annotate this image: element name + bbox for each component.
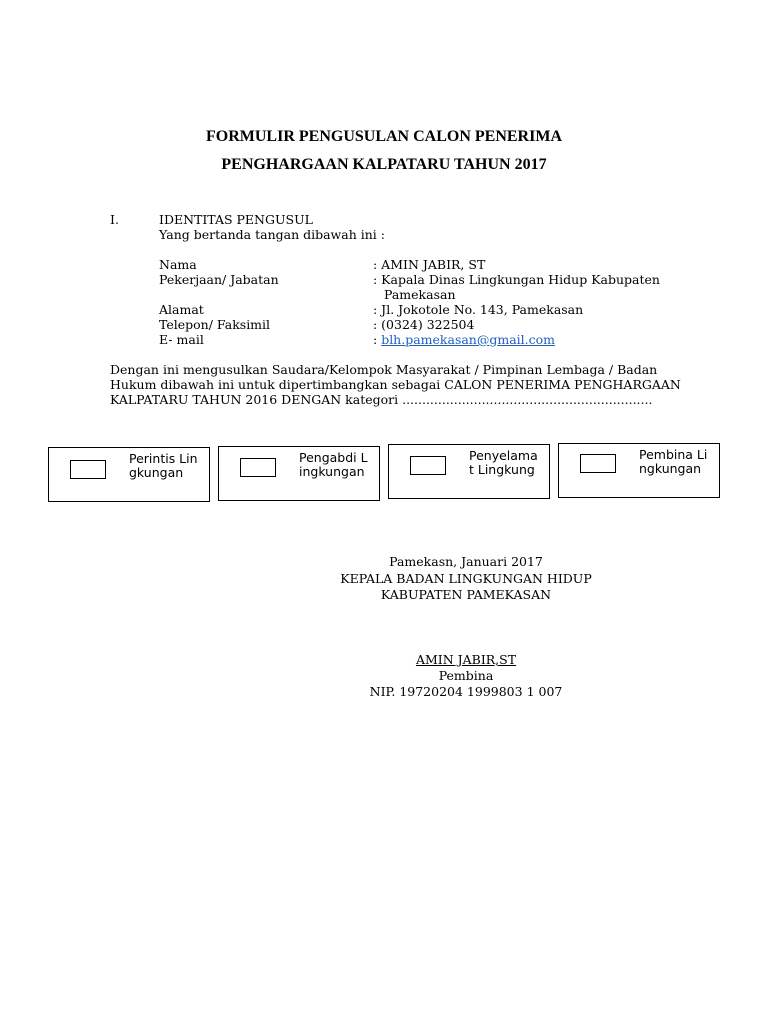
checkbox-penyelamat[interactable] [410,456,446,475]
category-box-pembina [558,443,720,498]
category-box-perintis [48,447,210,502]
form-title-line2: PENGHARGAAN KALPATARU TAHUN 2017 [221,156,547,173]
form-title-line1: FORMULIR PENGUSULAN CALON PENERIMA [205,128,562,145]
field-value-pekerjaan-cont: Pamekasan [384,287,456,302]
signatory-rank: Pembina [438,668,494,683]
paragraph-line3: KALPATARU TAHUN 2016 DENGAN kategori ............................................................... [110,392,653,407]
field-label-email: E- mail [159,332,204,347]
field-value-pekerjaan: : Kapala Dinas Lingkungan Hidup Kabupaten [373,272,660,287]
field-label-nama: Nama [159,257,197,272]
section-heading: IDENTITAS PENGUSUL [159,212,313,227]
field-label-pekerjaan: Pekerjaan/ Jabatan [159,272,279,287]
category-box-pengabdi [218,446,380,501]
field-value-alamat: : Jl. Jokotole No. 143, Pamekasan [373,302,584,317]
category-label-penyelamat: Penyelamat Lingkung [469,448,538,477]
category-label-perintis: Perintis Lingkungan [129,451,198,480]
paragraph-line1: Dengan ini mengusulkan Saudara/Kelompok Masyarakat / Pimpinan Lembaga / Badan [110,362,658,377]
checkbox-pengabdi[interactable] [240,458,276,477]
section-number: I. [110,212,119,227]
field-value-telepon: : (0324) 322504 [373,317,475,332]
field-value-nama: : AMIN JABIR, ST [373,257,486,272]
email-link[interactable]: blh.pamekasan@gmail.com [381,332,556,347]
checkbox-pembina[interactable] [580,454,616,473]
category-box-penyelamat [388,444,550,499]
category-label-pembina: Pembina Lingkungan [639,447,708,476]
signature-office-line2: KABUPATEN PAMEKASAN [380,587,552,602]
signatory-nip: NIP. 19720204 1999803 1 007 [369,684,563,699]
signature-office-line1: KEPALA BADAN LINGKUNGAN HIDUP [340,571,592,586]
field-label-telepon: Telepon/ Faksimil [159,317,271,332]
field-label-alamat: Alamat [159,302,204,317]
signature-place-date: Pamekasn, Januari 2017 [389,554,543,569]
category-label-pengabdi: Pengabdi Lingkungan [299,450,368,479]
field-value-email-wrap [373,332,555,347]
paragraph-line2: Hukum dibawah ini untuk dipertimbangkan sebagai CALON PENERIMA PENGHARGAAN [110,377,681,392]
section-intro: Yang bertanda tangan dibawah ini : [159,227,385,242]
checkbox-perintis[interactable] [70,460,106,479]
signatory-name: AMIN JABIR,ST [415,652,517,667]
email-prefix: : [373,332,382,347]
